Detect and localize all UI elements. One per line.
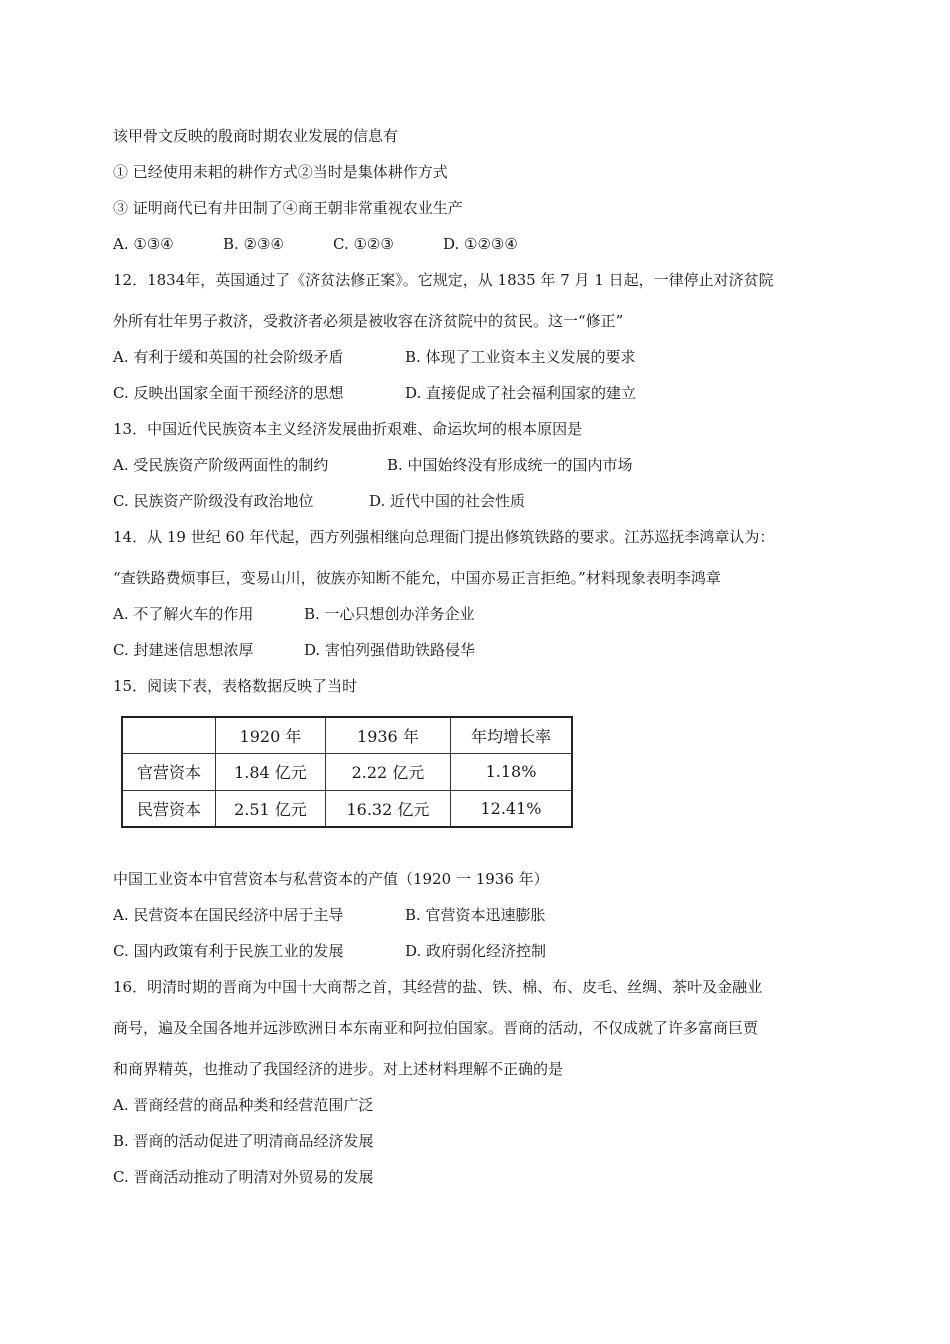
q14-options-cd: [113, 640, 475, 660]
capital-table-grid: [121, 716, 573, 828]
q12-options-ab: [113, 347, 636, 367]
q15-option-d: D. 政府弱化经济控制: [405, 942, 547, 960]
q13-option-c: C. 民族资产阶级没有政治地位: [113, 492, 314, 510]
q15-stem: 15．阅读下表，表格数据反映了当时: [113, 677, 358, 695]
q13-option-d: D. 近代中国的社会性质: [369, 492, 526, 510]
table-header-cell: 1936 年: [325, 717, 450, 754]
q16-option-b: B. 晋商的活动促进了明清商品经济发展: [113, 1132, 374, 1150]
q12-options-cd: [113, 383, 636, 403]
q14-options-ab: [113, 604, 475, 624]
q14-option-c: C. 封建迷信思想浓厚: [113, 641, 254, 659]
table-row: [122, 754, 572, 790]
q15-table-caption: 中国工业资本中官营资本与私营资本的产值（1920 一 1936 年）: [113, 870, 549, 888]
table-row: [122, 790, 572, 827]
q11-option-b: B. ②③④: [223, 235, 284, 253]
q15-option-b: B. 官营资本迅速膨胀: [405, 906, 546, 924]
q11-option-a: A. ①③④: [113, 235, 174, 253]
table-header-cell: 1920 年: [216, 717, 326, 754]
q15-options-ab: [113, 905, 546, 925]
q11-stem-end: 该甲骨文反映的殷商时期农业发展的信息有: [113, 127, 399, 145]
q14-stem-line-1: 14．从 19 世纪 60 年代起，西方列强相继向总理衙门提出修筑铁路的要求。江苏巡抚李鸿章认为：: [113, 528, 775, 546]
q14-option-d: D. 害怕列强借助铁路侵华: [304, 641, 476, 659]
q13-option-b: B. 中国始终没有形成统一的国内市场: [387, 456, 633, 474]
table-cell: 2.51 亿元: [216, 790, 326, 827]
table-cell: 1.84 亿元: [216, 754, 326, 790]
q12-stem-line-2: 外所有壮年男子救济，受救济者必须是被收容在济贫院中的贫民。这一“修正”: [113, 312, 624, 330]
table-header-cell: 年均增长率: [450, 717, 572, 754]
q11-options: [113, 234, 518, 254]
q12-option-c: C. 反映出国家全面干预经济的思想: [113, 384, 344, 402]
q13-stem: 13．中国近代民族资本主义经济发展曲折艰难、命运坎坷的根本原因是: [113, 420, 583, 438]
q11-option-c: C. ①②③: [333, 235, 394, 253]
table-cell: 16.32 亿元: [325, 790, 450, 827]
q16-stem-line-3: 和商界精英，也推动了我国经济的进步。对上述材料理解不正确的是: [113, 1060, 564, 1078]
table-cell: 1.18%: [450, 754, 572, 790]
q16-option-a: A. 晋商经营的商品种类和经营范围广泛: [113, 1096, 374, 1114]
q15-options-cd: [113, 941, 546, 961]
table-cell: 官营资本: [122, 754, 216, 790]
q14-option-a: A. 不了解火车的作用: [113, 605, 254, 623]
q12-option-b: B. 体现了工业资本主义发展的要求: [405, 348, 636, 366]
q11-statement-1-2: ① 已经使用耒耜的耕作方式②当时是集体耕作方式: [113, 163, 448, 181]
q13-options-ab: [113, 455, 633, 475]
q11-option-d: D. ①②③④: [443, 235, 518, 253]
q12-option-d: D. 直接促成了社会福利国家的建立: [405, 384, 637, 402]
q12-stem-line-1: 12．1834年，英国通过了《济贫法修正案》。它规定，从 1835 年 7 月 1 日起，一律停止对济贫院: [113, 271, 774, 289]
table-cell: 民营资本: [122, 790, 216, 827]
q13-option-a: A. 受民族资产阶级两面性的制约: [113, 456, 329, 474]
q14-option-b: B. 一心只想创办洋务企业: [304, 605, 475, 623]
q16-stem-line-1: 16．明清时期的晋商为中国十大商帮之首，其经营的盐、铁、棉、布、皮毛、丝绸、茶叶及金融业: [113, 978, 763, 996]
q15-option-a: A. 民营资本在国民经济中居于主导: [113, 906, 344, 924]
q13-options-cd: [113, 491, 525, 511]
table-cell: 2.22 亿元: [325, 754, 450, 790]
q14-stem-line-2: “查铁路费烦事巨，变易山川，彼族亦知断不能允，中国亦易正言拒绝。”材料现象表明李鸿章: [113, 569, 721, 587]
q16-option-c: C. 晋商活动推动了明清对外贸易的发展: [113, 1168, 374, 1186]
q16-stem-line-2: 商号，遍及全国各地并远涉欧洲日本东南亚和阿拉伯国家。晋商的活动，不仅成就了许多富商巨贾: [113, 1019, 759, 1037]
capital-table: [121, 716, 573, 828]
q15-option-c: C. 国内政策有利于民族工业的发展: [113, 942, 344, 960]
q11-statement-3-4: ③ 证明商代已有井田制了④商王朝非常重视农业生产: [113, 199, 463, 217]
q12-option-a: A. 有利于缓和英国的社会阶级矛盾: [113, 348, 344, 366]
table-header-cell: [122, 717, 216, 754]
table-cell: 12.41%: [450, 790, 572, 827]
table-header-row: [122, 717, 572, 754]
